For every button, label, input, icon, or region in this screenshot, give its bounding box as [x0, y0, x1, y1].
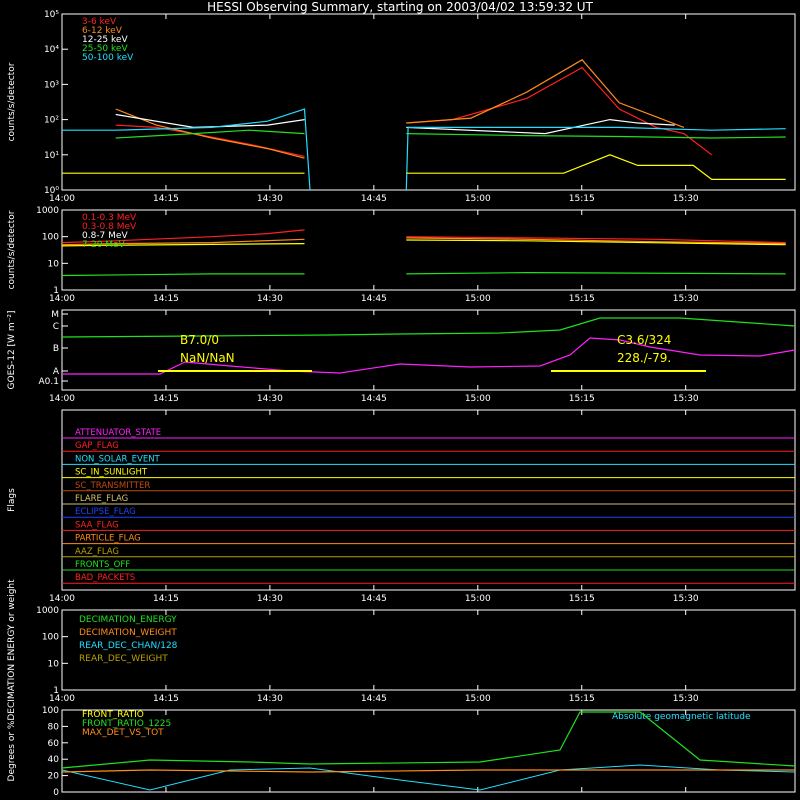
flag-label-4: SC_TRANSMITTER — [75, 480, 151, 491]
panel-0-xtick-label: 14:30 — [256, 194, 283, 204]
panel-0-legend-0: 3-6 keV — [82, 17, 117, 27]
panel-4-xtick-label: 14:00 — [49, 694, 75, 704]
panel-1-xtick-label: 15:30 — [672, 294, 699, 304]
panel-2-xtick-label: 15:00 — [464, 394, 491, 404]
panel-0-xtick-label: 15:00 — [464, 194, 491, 204]
panel-4-ytick-label: 1 — [53, 686, 59, 696]
panel-0-ylabel: counts/s/detector — [7, 62, 17, 142]
panel-4-xtick-label: 15:15 — [568, 694, 595, 704]
panel-1-frame — [62, 210, 795, 290]
goes-long-line — [62, 318, 795, 337]
flag-label-8: PARTICLE_FLAG — [75, 533, 141, 544]
panel-3-xtick-label: 15:00 — [464, 594, 491, 604]
panel-1-legend-2: 0.8-7 MeV — [82, 231, 128, 241]
panel-2-xtick-label: 14:15 — [152, 394, 179, 404]
panel-2-xtick-label: 15:30 — [672, 394, 699, 404]
panel-0-legend-4: 50-100 keV — [82, 53, 134, 63]
panel-1-ylabel: counts/s/detector — [7, 210, 17, 290]
panel-3-xtick-label: 14:15 — [152, 594, 179, 604]
panel-4-xtick-label: 15:30 — [672, 694, 699, 704]
panel-1-xtick-label: 14:15 — [152, 294, 179, 304]
panel-2-xtick-label: 14:00 — [49, 394, 75, 404]
panel-5-legend-0: FRONT_RATIO — [82, 710, 144, 720]
max-det-line — [62, 770, 795, 772]
flag-label-11: BAD_PACKETS — [75, 573, 136, 584]
panel-1-ytick-label: 100 — [41, 232, 59, 243]
goes-annotation-0: B7.0/0 — [180, 333, 219, 347]
panel-2-ytick-label: A — [52, 367, 59, 377]
panel-5-ytick-label: 20 — [47, 771, 59, 782]
panel-1-xtick-label: 14:30 — [256, 294, 283, 304]
panel-5-legend-2: MAX_DET_VS_TOT — [82, 728, 164, 738]
panel-4-xtick-label: 15:00 — [464, 694, 491, 704]
panel-1-xtick-label: 14:00 — [49, 294, 75, 304]
panel-3-xtick-label: 14:45 — [360, 594, 387, 604]
flag-label-5: FLARE_FLAG — [75, 494, 129, 504]
panel-4-xtick-label: 14:15 — [152, 694, 179, 704]
panel-1-series-3-seg-0 — [62, 274, 305, 276]
panel-2-ylabel: GOES-12 [W m⁻²] — [7, 310, 17, 390]
panel-5-legend-1: FRONT_RATIO_1225 — [82, 719, 172, 729]
panel-2-ytick-label: C — [52, 322, 59, 332]
panel-3-frame — [62, 410, 795, 590]
panel-0-ytick-label: 10⁵ — [43, 10, 59, 20]
panel-2-xtick-label: 14:30 — [256, 394, 283, 404]
panel-1-ytick-label: 1000 — [36, 206, 59, 216]
panel-3-ylabel: Flags — [7, 488, 17, 512]
panel-0-ytick-label: 10² — [43, 115, 59, 126]
panel-0-series-0-seg-1 — [406, 68, 711, 155]
geomag-latitude-line — [62, 765, 795, 790]
flag-label-10: FRONTS_OFF — [75, 560, 131, 570]
panel-1-xtick-label: 15:15 — [568, 294, 595, 304]
flag-label-1: GAP_FLAG — [75, 441, 119, 452]
figure-title: HESSI Observing Summary, starting on 2003/04/02 13:59:32 UT — [207, 0, 593, 14]
goes-annotation-3: 228./-79. — [617, 351, 672, 365]
panel-1-ytick-label: 1 — [53, 286, 59, 296]
panel-1-legend-3: 7-20 MeV — [82, 240, 125, 250]
panel-0-series-5-seg-1 — [406, 155, 785, 180]
panel-2-frame — [62, 310, 795, 390]
panel-0-series-1-seg-1 — [406, 60, 684, 128]
panel-5-ytick-label: 0 — [53, 788, 59, 798]
panel-4-legend-3: REAR_DEC_WEIGHT — [79, 654, 168, 664]
flag-label-0: ATTENUATOR_STATE — [75, 428, 162, 438]
panel-4-xtick-label: 14:30 — [256, 694, 283, 704]
panel-2-ytick-label: A0.1 — [38, 377, 59, 387]
panel-0-legend-3: 25-50 keV — [82, 44, 128, 54]
goes-annotation-1: NaN/NaN — [180, 351, 235, 365]
panel-5-ytick-label: 60 — [47, 738, 59, 749]
panel-0-ytick-label: 10¹ — [43, 150, 59, 161]
panel-4-ylabel: DECIMATION ENERGY or weight — [7, 579, 17, 721]
panel-2-xtick-label: 15:15 — [568, 394, 595, 404]
panel-3-xtick-label: 14:00 — [49, 594, 75, 604]
panel-5-ytick-label: 40 — [47, 755, 59, 766]
panel-0-ytick-label: 10⁰ — [43, 186, 59, 196]
panel-1-legend-0: 0.1-0.3 MeV — [82, 213, 137, 223]
panel-0-xtick-label: 14:45 — [360, 194, 387, 204]
panel-0-series-2-seg-0 — [116, 115, 305, 128]
panel-1-ytick-label: 10 — [47, 259, 59, 270]
goes-annotation-2: C3.6/324 — [617, 333, 672, 347]
panel-3-xtick-label: 14:30 — [256, 594, 283, 604]
panel-0-frame — [62, 14, 795, 190]
panel-4-legend-2: REAR_DEC_CHAN/128 — [79, 641, 178, 651]
panel-1-legend-1: 0.3-0.8 MeV — [82, 222, 137, 232]
panel-3-xtick-label: 15:15 — [568, 594, 595, 604]
panel-0-series-3-seg-1 — [406, 134, 785, 138]
panel-0-xtick-label: 14:15 — [152, 194, 179, 204]
panel-5-ytick-label: 80 — [47, 722, 59, 733]
panel-2-xtick-label: 14:45 — [360, 394, 387, 404]
panel-4-ytick-label: 100 — [41, 632, 59, 643]
panel-5-annotation: Absolute geomagnetic latitude — [612, 712, 751, 722]
panel-4-ytick-label: 1000 — [36, 606, 59, 616]
flag-label-3: SC_IN_SUNLIGHT — [75, 467, 148, 478]
panel-1-series-3-seg-1 — [406, 273, 785, 274]
panel-0-ytick-label: 10³ — [43, 80, 59, 91]
panel-4-legend-0: DECIMATION_ENERGY — [79, 615, 177, 625]
panel-2-ytick-label: B — [52, 344, 59, 354]
panel-2-ytick-label: M — [51, 310, 59, 320]
panel-4-xtick-label: 14:45 — [360, 694, 387, 704]
panel-4-legend-1: DECIMATION_WEIGHT — [79, 628, 177, 638]
panel-0-ytick-label: 10⁴ — [43, 45, 59, 56]
panel-5-frame — [62, 710, 795, 792]
goes-short-line — [62, 338, 795, 374]
panel-0-legend-2: 12-25 keV — [82, 35, 128, 45]
flag-label-6: ECLIPSE_FLAG — [75, 507, 136, 518]
panel-5-ytick-label: 100 — [41, 706, 59, 716]
flag-label-9: AAZ_FLAG — [75, 546, 120, 557]
panel-0-xtick-label: 14:00 — [49, 194, 75, 204]
panel-0-series-2-seg-1 — [406, 120, 674, 134]
panel-1-xtick-label: 14:45 — [360, 294, 387, 304]
panel-0-series-1-seg-0 — [116, 109, 305, 158]
panel-0-legend-1: 6-12 keV — [82, 26, 122, 36]
panel-0-xtick-label: 15:30 — [672, 194, 699, 204]
panel-4-ytick-label: 10 — [47, 659, 59, 670]
flag-label-7: SAA_FLAG — [75, 520, 119, 531]
panel-5-ylabel: Degrees or % — [7, 720, 17, 782]
panel-1-xtick-label: 15:00 — [464, 294, 491, 304]
panel-0-xtick-label: 15:15 — [568, 194, 595, 204]
panel-3-xtick-label: 15:30 — [672, 594, 699, 604]
flag-label-2: NON_SOLAR_EVENT — [75, 454, 160, 465]
